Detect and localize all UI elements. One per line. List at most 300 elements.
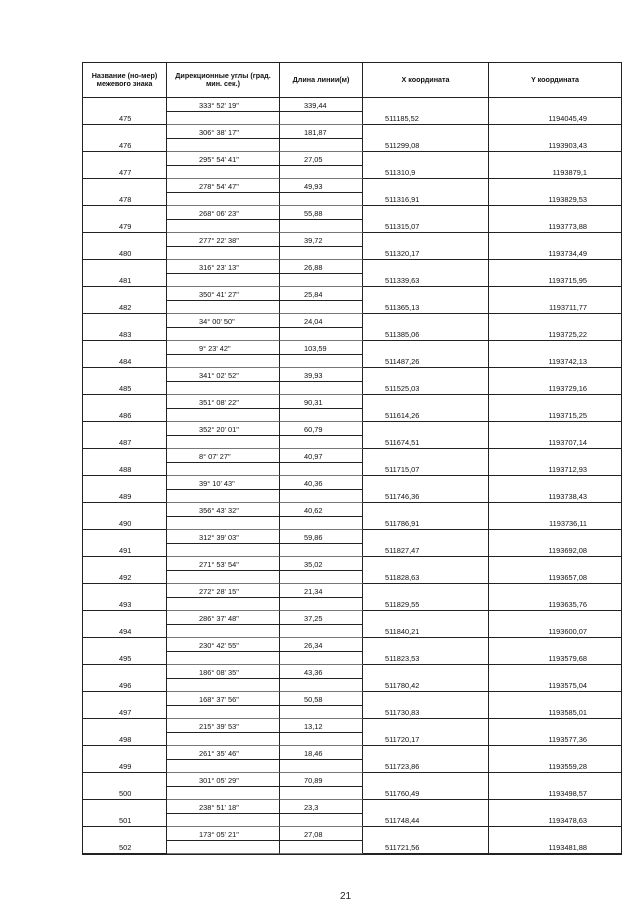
x-coordinate-cell xyxy=(363,571,489,585)
direction-angle-cell xyxy=(167,611,280,625)
empty-cell xyxy=(489,449,621,463)
empty-cell xyxy=(167,355,280,369)
y-coordinate: 1194045,49 xyxy=(548,114,587,123)
line-length: 55,88 xyxy=(304,208,323,218)
x-coordinate: 511487,26 xyxy=(385,357,420,366)
line-length: 13,12 xyxy=(304,721,323,731)
empty-cell xyxy=(280,571,363,585)
line-length-cell xyxy=(280,341,363,355)
empty-cell xyxy=(280,841,363,855)
point-row xyxy=(83,814,621,828)
empty-cell xyxy=(167,463,280,477)
empty-cell xyxy=(83,125,167,139)
x-coordinate-cell xyxy=(363,814,489,828)
direction-angle: 272° 28' 15" xyxy=(199,586,239,596)
empty-cell xyxy=(83,530,167,544)
point-name: 478 xyxy=(119,195,132,204)
header-line-length: Длина линии(м) xyxy=(280,63,363,97)
empty-cell xyxy=(363,395,489,409)
direction-angle-cell xyxy=(167,746,280,760)
empty-cell xyxy=(363,449,489,463)
empty-cell xyxy=(363,98,489,112)
point-name-cell xyxy=(83,355,167,369)
x-coordinate-cell xyxy=(363,112,489,126)
empty-cell xyxy=(363,422,489,436)
empty-cell xyxy=(280,463,363,477)
y-coordinate: 1193575,04 xyxy=(548,681,587,690)
y-coordinate-cell xyxy=(489,733,621,747)
empty-cell xyxy=(167,787,280,801)
empty-cell xyxy=(167,814,280,828)
direction-angle: 34° 00' 50" xyxy=(199,316,235,326)
point-name-cell xyxy=(83,652,167,666)
empty-cell xyxy=(363,206,489,220)
empty-cell xyxy=(167,760,280,774)
direction-angle: 352° 20' 01" xyxy=(199,424,239,434)
line-length: 35,02 xyxy=(304,559,323,569)
line-length: 25,84 xyxy=(304,289,323,299)
direction-angle: 351° 08' 22" xyxy=(199,397,239,407)
x-coordinate-cell xyxy=(363,760,489,774)
y-coordinate: 1193559,28 xyxy=(548,762,587,771)
direction-angle-cell xyxy=(167,449,280,463)
x-coordinate-cell xyxy=(363,193,489,207)
point-name-cell xyxy=(83,760,167,774)
y-coordinate: 1193711,77 xyxy=(549,303,587,312)
segment-row xyxy=(83,314,621,328)
point-name-cell xyxy=(83,544,167,558)
empty-cell xyxy=(363,125,489,139)
segment-row xyxy=(83,800,621,814)
point-name: 502 xyxy=(119,843,132,852)
x-coordinate: 511840,21 xyxy=(385,627,420,636)
empty-cell xyxy=(489,206,621,220)
x-coordinate-cell xyxy=(363,382,489,396)
direction-angle-cell xyxy=(167,368,280,382)
header-direction-angle: Дирекционные углы (град. мин. сек.) xyxy=(167,63,280,97)
header-point-name: Название (но-мер) межевого знака xyxy=(83,63,167,97)
line-length-cell xyxy=(280,800,363,814)
point-name-cell xyxy=(83,841,167,855)
empty-cell xyxy=(363,179,489,193)
direction-angle: 268° 06' 23" xyxy=(199,208,239,218)
y-coordinate-cell xyxy=(489,328,621,342)
x-coordinate: 511385,06 xyxy=(385,330,420,339)
segment-row xyxy=(83,152,621,166)
empty-cell xyxy=(83,773,167,787)
empty-cell xyxy=(363,476,489,490)
y-coordinate: 1193736,11 xyxy=(549,519,587,528)
point-row xyxy=(83,193,621,207)
empty-cell xyxy=(489,584,621,598)
line-length-cell xyxy=(280,665,363,679)
x-coordinate: 511310,9 xyxy=(385,168,416,177)
direction-angle: 173° 05' 21" xyxy=(199,829,239,839)
direction-angle: 295° 54' 41" xyxy=(199,154,239,164)
line-length: 43,36 xyxy=(304,667,323,677)
point-name-cell xyxy=(83,409,167,423)
line-length-cell xyxy=(280,314,363,328)
direction-angle-cell xyxy=(167,233,280,247)
empty-cell xyxy=(167,220,280,234)
point-row xyxy=(83,355,621,369)
empty-cell xyxy=(83,503,167,517)
direction-angle: 286° 37' 48" xyxy=(199,613,239,623)
point-name: 486 xyxy=(119,411,132,420)
empty-cell xyxy=(363,584,489,598)
x-coordinate: 511828,63 xyxy=(385,573,420,582)
line-length: 39,93 xyxy=(304,370,323,380)
empty-cell xyxy=(489,422,621,436)
x-coordinate-cell xyxy=(363,274,489,288)
empty-cell xyxy=(167,328,280,342)
empty-cell xyxy=(280,247,363,261)
x-coordinate: 511715,07 xyxy=(385,465,420,474)
line-length-cell xyxy=(280,422,363,436)
x-coordinate-cell xyxy=(363,355,489,369)
line-length-cell xyxy=(280,638,363,652)
point-row xyxy=(83,463,621,477)
empty-cell xyxy=(280,274,363,288)
empty-cell xyxy=(83,827,167,841)
empty-cell xyxy=(489,692,621,706)
empty-cell xyxy=(489,233,621,247)
y-coordinate-cell xyxy=(489,787,621,801)
y-coordinate-cell xyxy=(489,355,621,369)
y-coordinate: 1193577,36 xyxy=(548,735,587,744)
point-row xyxy=(83,517,621,531)
point-name: 498 xyxy=(119,735,132,744)
y-coordinate-cell xyxy=(489,814,621,828)
empty-cell xyxy=(280,706,363,720)
empty-cell xyxy=(489,476,621,490)
x-coordinate: 511525,03 xyxy=(385,384,420,393)
direction-angle-cell xyxy=(167,557,280,571)
x-coordinate: 511823,53 xyxy=(385,654,420,663)
empty-cell xyxy=(280,544,363,558)
empty-cell xyxy=(83,638,167,652)
segment-row xyxy=(83,125,621,139)
empty-cell xyxy=(167,841,280,855)
empty-cell xyxy=(280,139,363,153)
empty-cell xyxy=(489,638,621,652)
point-row xyxy=(83,625,621,639)
x-coordinate-cell xyxy=(363,436,489,450)
x-coordinate: 511339,63 xyxy=(385,276,420,285)
segment-row xyxy=(83,179,621,193)
y-coordinate: 1193829,53 xyxy=(548,195,587,204)
empty-cell xyxy=(363,827,489,841)
y-coordinate: 1193478,63 xyxy=(548,816,587,825)
point-row xyxy=(83,409,621,423)
y-coordinate-cell xyxy=(489,760,621,774)
x-coordinate-cell xyxy=(363,139,489,153)
empty-cell xyxy=(83,233,167,247)
x-coordinate: 511730,83 xyxy=(385,708,420,717)
direction-angle-cell xyxy=(167,314,280,328)
direction-angle-cell xyxy=(167,341,280,355)
empty-cell xyxy=(167,598,280,612)
y-coordinate-cell xyxy=(489,544,621,558)
segment-row xyxy=(83,665,621,679)
empty-cell xyxy=(83,746,167,760)
empty-cell xyxy=(280,598,363,612)
point-name-cell xyxy=(83,247,167,261)
y-coordinate-cell xyxy=(489,706,621,720)
point-name: 481 xyxy=(119,276,132,285)
point-name-cell xyxy=(83,139,167,153)
x-coordinate: 511614,26 xyxy=(385,411,420,420)
direction-angle: 271° 53' 54" xyxy=(199,559,239,569)
empty-cell xyxy=(489,260,621,274)
empty-cell xyxy=(83,314,167,328)
point-name-cell xyxy=(83,814,167,828)
x-coordinate-cell xyxy=(363,220,489,234)
empty-cell xyxy=(83,341,167,355)
direction-angle-cell xyxy=(167,395,280,409)
empty-cell xyxy=(363,557,489,571)
line-length: 27,05 xyxy=(304,154,323,164)
empty-cell xyxy=(363,260,489,274)
direction-angle: 238° 51' 18" xyxy=(199,802,239,812)
direction-angle: 9° 23' 42" xyxy=(199,343,231,353)
empty-cell xyxy=(280,436,363,450)
empty-cell xyxy=(280,787,363,801)
y-coordinate-cell xyxy=(489,193,621,207)
point-name: 480 xyxy=(119,249,132,258)
point-name-cell xyxy=(83,274,167,288)
empty-cell xyxy=(280,355,363,369)
y-coordinate-cell xyxy=(489,652,621,666)
empty-cell xyxy=(489,314,621,328)
y-coordinate-cell xyxy=(489,139,621,153)
point-name: 477 xyxy=(119,168,132,177)
empty-cell xyxy=(280,409,363,423)
y-coordinate: 1193707,14 xyxy=(548,438,587,447)
direction-angle-cell xyxy=(167,530,280,544)
empty-cell xyxy=(363,611,489,625)
page-number: 21 xyxy=(340,891,352,902)
line-length: 18,46 xyxy=(304,748,323,758)
empty-cell xyxy=(83,287,167,301)
empty-cell xyxy=(489,503,621,517)
direction-angle-cell xyxy=(167,260,280,274)
direction-angle-cell xyxy=(167,800,280,814)
empty-cell xyxy=(489,665,621,679)
x-coordinate-cell xyxy=(363,841,489,855)
point-name-cell xyxy=(83,166,167,180)
line-length-cell xyxy=(280,152,363,166)
x-coordinate: 511720,17 xyxy=(385,735,420,744)
segment-row xyxy=(83,503,621,517)
direction-angle-cell xyxy=(167,827,280,841)
y-coordinate-cell xyxy=(489,436,621,450)
empty-cell xyxy=(83,179,167,193)
line-length: 26,34 xyxy=(304,640,323,650)
line-length: 50,58 xyxy=(304,694,323,704)
empty-cell xyxy=(363,368,489,382)
y-coordinate-cell xyxy=(489,112,621,126)
empty-cell xyxy=(280,166,363,180)
line-length: 70,89 xyxy=(304,775,323,785)
line-length-cell xyxy=(280,260,363,274)
direction-angle: 312° 39' 03" xyxy=(199,532,239,542)
empty-cell xyxy=(489,287,621,301)
y-coordinate-cell xyxy=(489,247,621,261)
empty-cell xyxy=(489,368,621,382)
direction-angle-cell xyxy=(167,719,280,733)
direction-angle-cell xyxy=(167,206,280,220)
y-coordinate: 1193600,07 xyxy=(548,627,587,636)
segment-row xyxy=(83,827,621,841)
point-row xyxy=(83,328,621,342)
empty-cell xyxy=(167,625,280,639)
line-length-cell xyxy=(280,206,363,220)
y-coordinate-cell xyxy=(489,679,621,693)
empty-cell xyxy=(489,773,621,787)
x-coordinate: 511786,91 xyxy=(385,519,420,528)
segment-row xyxy=(83,746,621,760)
y-coordinate-cell xyxy=(489,166,621,180)
direction-angle: 215° 39' 53" xyxy=(199,721,239,731)
point-name: 482 xyxy=(119,303,132,312)
coordinates-table xyxy=(82,62,622,855)
x-coordinate-cell xyxy=(363,166,489,180)
empty-cell xyxy=(83,260,167,274)
empty-cell xyxy=(167,652,280,666)
line-length: 181,87 xyxy=(304,127,327,137)
direction-angle-cell xyxy=(167,638,280,652)
empty-cell xyxy=(280,652,363,666)
y-coordinate: 1193725,22 xyxy=(548,330,587,339)
y-coordinate: 1193712,93 xyxy=(548,465,587,474)
x-coordinate-cell xyxy=(363,301,489,315)
point-name-cell xyxy=(83,382,167,396)
line-length-cell xyxy=(280,233,363,247)
empty-cell xyxy=(280,760,363,774)
empty-cell xyxy=(167,274,280,288)
empty-cell xyxy=(363,287,489,301)
point-name: 490 xyxy=(119,519,132,528)
empty-cell xyxy=(167,436,280,450)
line-length: 26,88 xyxy=(304,262,323,272)
x-coordinate-cell xyxy=(363,652,489,666)
empty-cell xyxy=(167,193,280,207)
direction-angle: 316° 23' 13" xyxy=(199,262,239,272)
empty-cell xyxy=(363,638,489,652)
x-coordinate: 511721,56 xyxy=(385,843,420,852)
x-coordinate: 511320,17 xyxy=(385,249,420,258)
x-coordinate: 511748,44 xyxy=(385,816,420,825)
line-length-cell xyxy=(280,476,363,490)
empty-cell xyxy=(83,611,167,625)
point-row xyxy=(83,679,621,693)
empty-cell xyxy=(363,530,489,544)
y-coordinate-cell xyxy=(489,274,621,288)
empty-cell xyxy=(280,220,363,234)
empty-cell xyxy=(489,827,621,841)
line-length: 23,3 xyxy=(304,802,319,812)
y-coordinate: 1193738,43 xyxy=(548,492,587,501)
x-coordinate-cell xyxy=(363,733,489,747)
y-coordinate: 1193742,13 xyxy=(548,357,587,366)
empty-cell xyxy=(363,773,489,787)
line-length-cell xyxy=(280,125,363,139)
y-coordinate-cell xyxy=(489,409,621,423)
direction-angle: 278° 54' 47" xyxy=(199,181,239,191)
empty-cell xyxy=(363,152,489,166)
direction-angle-cell xyxy=(167,152,280,166)
y-coordinate: 1193729,16 xyxy=(548,384,587,393)
x-coordinate-cell xyxy=(363,544,489,558)
empty-cell xyxy=(83,368,167,382)
empty-cell xyxy=(280,625,363,639)
point-name: 489 xyxy=(119,492,132,501)
direction-angle-cell xyxy=(167,422,280,436)
x-coordinate: 511746,36 xyxy=(385,492,420,501)
y-coordinate: 1193903,43 xyxy=(548,141,587,150)
segment-row xyxy=(83,584,621,598)
point-name: 494 xyxy=(119,627,132,636)
empty-cell xyxy=(167,301,280,315)
x-coordinate: 511316,91 xyxy=(385,195,420,204)
segment-row xyxy=(83,368,621,382)
point-row xyxy=(83,112,621,126)
direction-angle-cell xyxy=(167,584,280,598)
y-coordinate-cell xyxy=(489,841,621,855)
line-length-cell xyxy=(280,611,363,625)
point-name: 475 xyxy=(119,114,132,123)
segment-row xyxy=(83,719,621,733)
x-coordinate-cell xyxy=(363,490,489,504)
point-row xyxy=(83,382,621,396)
line-length: 24,04 xyxy=(304,316,323,326)
point-row xyxy=(83,490,621,504)
direction-angle-cell xyxy=(167,503,280,517)
empty-cell xyxy=(280,679,363,693)
empty-cell xyxy=(280,328,363,342)
direction-angle: 277° 22' 38" xyxy=(199,235,239,245)
empty-cell xyxy=(83,422,167,436)
empty-cell xyxy=(167,139,280,153)
line-length: 40,97 xyxy=(304,451,323,461)
direction-angle-cell xyxy=(167,125,280,139)
empty-cell xyxy=(83,476,167,490)
header-x-coordinate: X координата xyxy=(363,63,489,97)
point-name-cell xyxy=(83,220,167,234)
empty-cell xyxy=(167,409,280,423)
point-name: 476 xyxy=(119,141,132,150)
header-y-coordinate: Y координата xyxy=(531,74,579,84)
direction-angle-cell xyxy=(167,179,280,193)
x-coordinate: 511365,13 xyxy=(385,303,420,312)
x-coordinate-cell xyxy=(363,247,489,261)
empty-cell xyxy=(363,692,489,706)
x-coordinate-cell xyxy=(363,706,489,720)
y-coordinate: 1193635,76 xyxy=(548,600,587,609)
line-length-cell xyxy=(280,746,363,760)
point-name: 493 xyxy=(119,600,132,609)
empty-cell xyxy=(489,395,621,409)
empty-cell xyxy=(83,692,167,706)
line-length: 103,59 xyxy=(304,343,327,353)
point-name-cell xyxy=(83,679,167,693)
direction-angle-cell xyxy=(167,692,280,706)
empty-cell xyxy=(489,125,621,139)
segment-row xyxy=(83,557,621,571)
y-coordinate: 1193879,1 xyxy=(552,168,587,177)
x-coordinate: 511185,52 xyxy=(385,114,419,123)
